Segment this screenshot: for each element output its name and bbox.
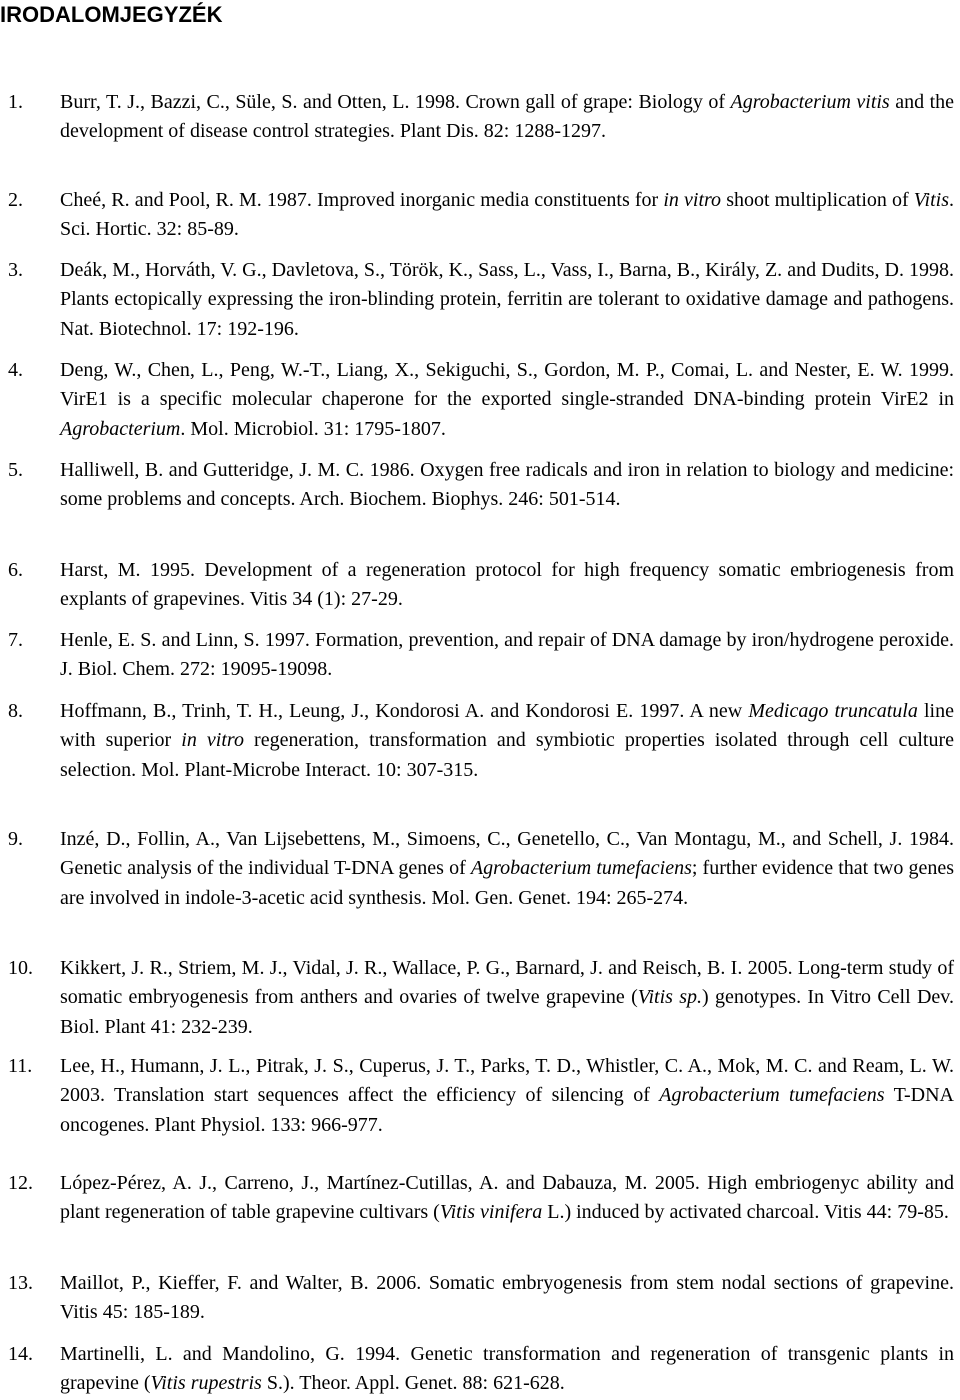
reference-text <box>60 256 954 344</box>
reference-text-segment: Halliwell, B. and Gutteridge, J. M. C. 1986. Oxygen free radicals and iron in relation to biology and medicine: some problems and concepts. Arch. Biochem. Biophys. 246: 501-514. <box>60 459 954 511</box>
reference-text-segment: . Mol. Microbiol. 31: 1795-1807. <box>180 417 446 440</box>
reference-text <box>60 1269 954 1328</box>
italic-taxon-text: Agrobacterium tumefaciens <box>470 857 692 880</box>
reference-number: 14. <box>8 1343 33 1365</box>
reference-text-segment: T-DNA oncogenes. Plant Physiol. 133: 966-977. <box>60 1084 954 1136</box>
reference-item <box>0 356 954 444</box>
reference-item <box>0 88 954 147</box>
reference-item <box>0 1269 954 1328</box>
reference-item <box>0 456 954 515</box>
reference-text-segment: Martinelli, L. and Mandolino, G. 1994. Genetic transformation and regeneration of transgenic plants in grapevine ( <box>60 1343 954 1395</box>
italic-taxon-text: Vitis vinifera <box>439 1201 543 1224</box>
reference-item <box>0 556 954 615</box>
reference-text <box>60 356 954 444</box>
reference-number: 6. <box>8 559 23 581</box>
reference-text <box>60 1169 954 1228</box>
italic-taxon-text: Vitis sp. <box>637 986 703 1009</box>
italic-taxon-text: Medicago truncatula <box>748 700 918 722</box>
reference-item <box>0 697 954 785</box>
reference-number: 5. <box>8 459 23 481</box>
reference-number: 12. <box>8 1172 33 1194</box>
reference-text-segment: and the development of disease control strategies. Plant Dis. 82: 1288-1297. <box>60 91 955 143</box>
reference-text <box>60 825 954 913</box>
reference-text <box>60 1340 954 1399</box>
reference-text-segment: Kikkert, J. R., Striem, M. J., Vidal, J. R., Wallace, P. G., Barnard, J. and Reisch, B. I. 2005. Long-term study of somatic embryogenesis from anthers and ovaries of twelve grapevine ( <box>60 957 954 1009</box>
reference-number: 2. <box>8 189 23 211</box>
reference-item <box>0 1340 954 1399</box>
reference-text-segment: Inzé, D., Follin, A., Van Lijsebettens, M., Simoens, C., Genetello, C., Van Montagu, M., and Schell, J. 1984. Genetic analysis of the individual T-DNA genes of <box>60 828 954 880</box>
reference-item <box>0 954 954 1042</box>
reference-text-segment: . Sci. Hortic. 32: 85-89. <box>60 189 954 241</box>
reference-text-segment: Harst, M. 1995. Development of a regeneration protocol for high frequency somatic embriogenesis from explants of grapevines. Vitis 34 (1): 27-29. <box>60 559 954 611</box>
italic-taxon-text: in vitro <box>663 189 722 211</box>
reference-text-segment: L.) induced by activated charcoal. Vitis 44: 79-85. <box>542 1201 949 1224</box>
reference-text-segment: López-Pérez, A. J., Carreno, J., Martínez-Cutillas, A. and Dabauza, M. 2005. High embriogenyc ability and plant regeneration of table grapevine cultivars ( <box>60 1172 954 1224</box>
reference-item <box>0 1169 954 1228</box>
reference-text-segment: Hoffmann, B., Trinh, T. H., Leung, J., Kondorosi A. and Kondorosi E. 1997. A new <box>60 700 749 722</box>
italic-taxon-text: Agrobacterium tumefaciens <box>659 1084 885 1107</box>
reference-item <box>0 825 954 913</box>
page-title: IRODALOMJEGYZÉK <box>0 2 223 27</box>
reference-text-segment: Cheé, R. and Pool, R. M. 1987. Improved inorganic media constituents for <box>60 189 664 211</box>
reference-text <box>60 456 954 515</box>
reference-text-segment: Henle, E. S. and Linn, S. 1997. Formation, prevention, and repair of DNA damage by iron/hydrogene peroxide. J. Biol. Chem. 272: 19095-19098. <box>60 629 954 681</box>
reference-text-segment: Deng, W., Chen, L., Peng, W.-T., Liang, X., Sekiguchi, S., Gordon, M. P., Comai, L. and Nester, E. W. 1999. VirE1 is a specific molecular chaperone for the exported single-stranded DNA-binding protein VirE2 in <box>60 359 954 411</box>
reference-text <box>60 88 954 147</box>
reference-text <box>60 697 954 785</box>
reference-text <box>60 556 954 615</box>
reference-text-segment: ; further evidence that two genes are involved in indole-3-acetic acid synthesis. Mol. Gen. Genet. 194: 265-274. <box>60 857 955 909</box>
italic-taxon-text: Agrobacterium vitis <box>730 91 890 113</box>
reference-text-segment: ) genotypes. In Vitro Cell Dev. Biol. Plant 41: 232-239. <box>60 986 954 1038</box>
reference-item <box>0 1052 954 1140</box>
italic-taxon-text: Vitis <box>913 189 949 211</box>
reference-number: 8. <box>8 700 23 722</box>
italic-taxon-text: Agrobacterium <box>60 417 181 440</box>
reference-text-segment: shoot multiplication of <box>721 189 914 211</box>
italic-taxon-text: in vitro <box>181 729 244 752</box>
reference-number: 7. <box>8 629 23 651</box>
reference-text <box>60 626 954 685</box>
reference-text-segment: S.). Theor. Appl. Genet. 88: 621-628. <box>261 1372 565 1395</box>
reference-text-segment: line with superior <box>60 700 954 752</box>
reference-number: 4. <box>8 359 23 381</box>
reference-text-segment: Burr, T. J., Bazzi, C., Süle, S. and Otten, L. 1998. Crown gall of grape: Biology of <box>60 91 731 113</box>
reference-text-segment: regeneration, transformation and symbiotic properties isolated through cell culture selection. Mol. Plant-Microbe Interact. 10: 307-315. <box>60 729 955 781</box>
reference-number: 13. <box>8 1272 33 1294</box>
reference-number: 9. <box>8 828 23 850</box>
reference-text-segment: Lee, H., Humann, J. L., Pitrak, J. S., Cuperus, J. T., Parks, T. D., Whistler, C. A., Mok, M. C. and Ream, L. W. 2003. Translation start sequences affect the efficiency of silencing of <box>60 1055 954 1107</box>
reference-number: 1. <box>8 91 23 113</box>
reference-text-segment: Deák, M., Horváth, V. G., Davletova, S., Török, K., Sass, L., Vass, I., Barna, B., Király, Z. and Dudits, D. 1998. Plants ectopically expressing the iron-blinding protein, ferritin are tolerant to oxidative damage and pathogens. Nat. Biotechnol. 17: 192-196. <box>60 259 954 340</box>
reference-number: 3. <box>8 259 23 281</box>
reference-text-segment: Maillot, P., Kieffer, F. and Walter, B. 2006. Somatic embryogenesis from stem nodal sections of grapevine. Vitis 45: 185-189. <box>60 1272 954 1324</box>
italic-taxon-text: Vitis rupestris <box>150 1372 262 1395</box>
reference-number: 11. <box>8 1055 33 1077</box>
reference-text <box>60 954 954 1042</box>
reference-item <box>0 626 954 685</box>
reference-number: 10. <box>8 957 33 979</box>
reference-text <box>60 1052 954 1140</box>
reference-item <box>0 186 954 245</box>
reference-item <box>0 256 954 344</box>
reference-text <box>60 186 954 245</box>
